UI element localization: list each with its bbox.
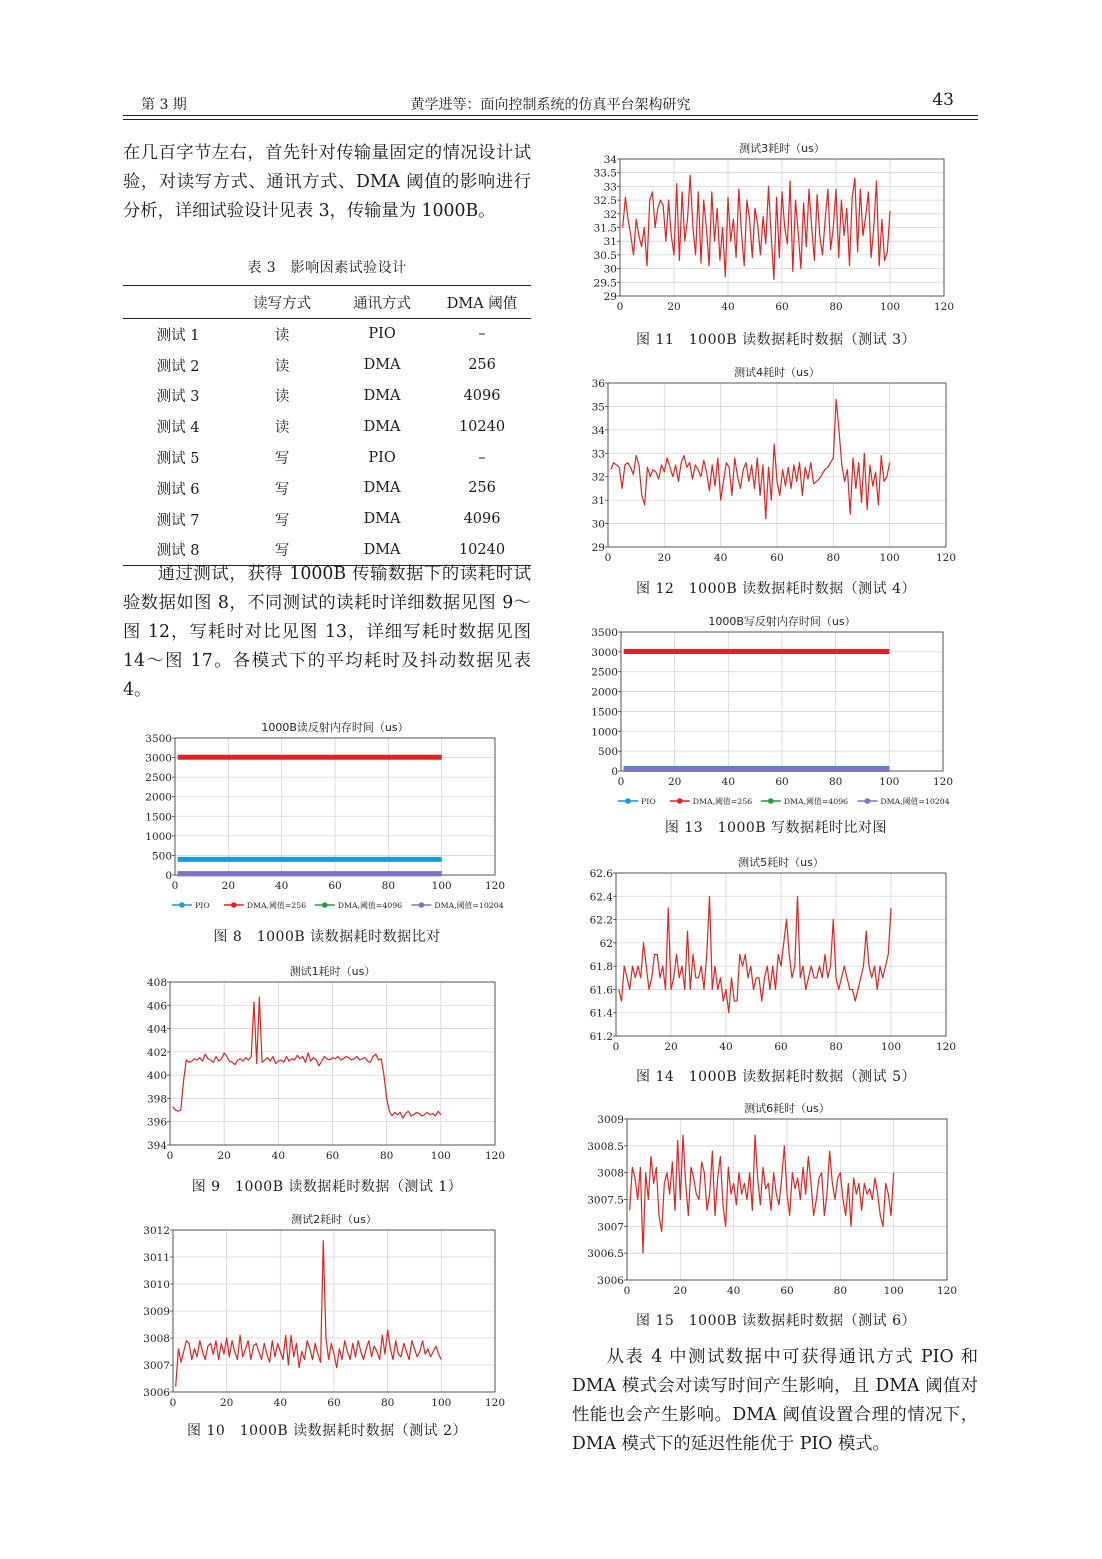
x-tick-label: 20 bbox=[217, 1150, 231, 1162]
legend-item bbox=[411, 900, 503, 910]
figure-11-caption: 图 11 1000B 读数据耗时数据（测试 3） bbox=[636, 332, 916, 348]
y-tick-label: 3500 bbox=[591, 627, 618, 639]
legend-label: DMA,阈值=256 bbox=[246, 901, 307, 910]
table3 bbox=[123, 285, 531, 566]
table-cell: 测试 2 bbox=[156, 358, 200, 375]
x-tick-label: 80 bbox=[829, 1041, 843, 1053]
y-tick-label: 36 bbox=[591, 378, 605, 390]
chart-svg bbox=[572, 612, 980, 812]
series-line bbox=[630, 1135, 894, 1253]
table-cell: 读 bbox=[274, 358, 290, 375]
y-tick-label: 1500 bbox=[145, 811, 172, 824]
legend-swatch-marker bbox=[865, 798, 871, 804]
table-cell: DMA bbox=[363, 480, 401, 497]
legend-label: PIO bbox=[641, 797, 656, 806]
y-tick-label: 29.5 bbox=[593, 277, 617, 290]
figure-14-chart bbox=[572, 851, 980, 1056]
legend-item bbox=[172, 901, 210, 910]
table-cell: 测试 8 bbox=[123, 535, 233, 566]
chart-svg bbox=[572, 363, 980, 568]
table-row bbox=[123, 350, 531, 381]
y-tick-label: 34 bbox=[603, 154, 617, 166]
table-header-cell: 读写方式 bbox=[233, 286, 331, 319]
header-rule-thin bbox=[123, 119, 978, 120]
x-tick-label: 60 bbox=[325, 1150, 340, 1162]
table-row bbox=[123, 442, 531, 473]
legend-swatch-marker bbox=[768, 798, 774, 804]
chart-title: 测试4耗时（us） bbox=[734, 366, 820, 379]
issue-label: 第 3 期 bbox=[141, 97, 187, 113]
y-tick-label: 29 bbox=[603, 291, 617, 303]
table-cell: 读 bbox=[274, 420, 290, 437]
x-tick-label: 80 bbox=[381, 880, 396, 892]
y-tick-label: 3011 bbox=[143, 1252, 170, 1264]
x-tick-label: 100 bbox=[883, 1285, 904, 1297]
x-tick-label: 60 bbox=[774, 1041, 788, 1053]
x-tick-label: 0 bbox=[604, 552, 612, 564]
running-header bbox=[123, 92, 978, 114]
x-tick-label: 40 bbox=[726, 1285, 741, 1297]
chart-svg bbox=[572, 851, 980, 1056]
table-cell: 读 bbox=[274, 327, 290, 344]
y-tick-label: 402 bbox=[146, 1046, 167, 1059]
chart-title: 测试1耗时（us） bbox=[289, 965, 376, 978]
table-cell: 10240 bbox=[458, 418, 506, 435]
table-cell: DMA bbox=[363, 511, 401, 528]
x-tick-label: 100 bbox=[879, 552, 900, 564]
legend-label: DMA,阈值=4096 bbox=[783, 797, 849, 806]
chart-title: 测试3耗时（us） bbox=[739, 142, 825, 155]
y-tick-label: 62.6 bbox=[589, 868, 613, 880]
header-title: 黄学进等：面向控制系统的仿真平台架构研究 bbox=[410, 97, 691, 113]
x-tick-label: 120 bbox=[936, 1285, 958, 1297]
x-tick-label: 80 bbox=[379, 1150, 394, 1162]
legend-item bbox=[315, 900, 402, 910]
y-tick-label: 1000 bbox=[591, 726, 618, 739]
x-tick-label: 80 bbox=[833, 1285, 848, 1297]
x-tick-label: 40 bbox=[713, 552, 728, 564]
x-tick-label: 0 bbox=[169, 1397, 177, 1409]
x-tick-label: 100 bbox=[879, 301, 901, 313]
y-tick-label: 33 bbox=[603, 181, 617, 194]
table-cell: 测试 1 bbox=[156, 327, 200, 344]
y-tick-label: 3010 bbox=[143, 1279, 170, 1291]
x-tick-label: 20 bbox=[667, 776, 682, 788]
y-tick-label: 2000 bbox=[591, 686, 618, 699]
legend-swatch-marker bbox=[625, 798, 631, 804]
figure-12-caption: 图 12 1000B 读数据耗时数据（测试 4） bbox=[636, 581, 916, 597]
table-cell: 测试 4 bbox=[156, 420, 200, 437]
intro-paragraph: 在几百字节左右，首先针对传输量固定的情况设计试验，对读写方式、通讯方式、DMA 阈值的影响进行分析，详细试验设计见表 3，传输量为 1000B。 bbox=[123, 143, 531, 221]
table-cell: PIO bbox=[368, 326, 396, 343]
y-tick-label: 408 bbox=[146, 977, 167, 989]
legend-swatch-marker bbox=[677, 798, 683, 804]
y-tick-label: 3008 bbox=[143, 1333, 170, 1345]
y-tick-label: 3007 bbox=[597, 1221, 624, 1234]
figure-15-chart bbox=[572, 1100, 980, 1300]
x-tick-label: 80 bbox=[828, 776, 843, 788]
chart-title: 1000B写反射内存时间（us） bbox=[708, 615, 856, 628]
x-tick-label: 40 bbox=[273, 1397, 288, 1409]
series-line bbox=[611, 399, 890, 518]
x-tick-label: 40 bbox=[719, 1041, 733, 1053]
y-tick-label: 61.6 bbox=[589, 984, 613, 997]
y-tick-label: 0 bbox=[611, 766, 618, 778]
figure-8-caption: 图 8 1000B 读数据耗时数据比对 bbox=[213, 929, 441, 945]
table-cell: 读 bbox=[274, 389, 290, 406]
table-cell: DMA bbox=[363, 357, 401, 374]
x-tick-label: 120 bbox=[484, 880, 506, 892]
y-tick-label: 61.2 bbox=[589, 1031, 613, 1043]
x-tick-label: 100 bbox=[430, 1150, 451, 1162]
legend-label: DMA,阈值=10204 bbox=[880, 797, 950, 806]
table-row bbox=[123, 411, 531, 442]
y-tick-label: 3000 bbox=[591, 646, 618, 659]
y-tick-label: 31 bbox=[603, 236, 617, 249]
table-cell: 测试 5 bbox=[156, 451, 200, 468]
chart-svg bbox=[572, 1100, 980, 1300]
y-tick-label: 62 bbox=[599, 937, 613, 950]
conclusion-paragraph: 从表 4 中测试数据中可获得通讯方式 PIO 和 DMA 模式会对读写时间产生影响，且 DMA 阈值对性能也会产生影响。DMA 阈值设置合理的情况下，DMA 模式下的延迟性能优于 PIO 模式。 bbox=[572, 1347, 978, 1454]
table-cell: 测试 7 bbox=[156, 512, 200, 529]
x-tick-label: 0 bbox=[166, 1150, 174, 1162]
chart-svg bbox=[123, 716, 531, 931]
y-tick-label: 61.4 bbox=[589, 1007, 613, 1020]
figure-10-chart bbox=[123, 1210, 531, 1410]
y-tick-label: 0 bbox=[165, 870, 172, 882]
legend-label: PIO bbox=[195, 901, 210, 910]
y-tick-label: 3006.5 bbox=[587, 1248, 624, 1261]
table-header-cell: DMA 阈值 bbox=[433, 286, 531, 319]
y-tick-label: 400 bbox=[146, 1070, 167, 1083]
legend-label: DMA,阈值=10204 bbox=[434, 901, 504, 910]
y-tick-label: 3007.5 bbox=[587, 1194, 624, 1207]
chart-svg bbox=[123, 960, 531, 1160]
y-tick-label: 1500 bbox=[591, 706, 618, 719]
x-tick-label: 60 bbox=[327, 1397, 341, 1409]
x-tick-label: 120 bbox=[935, 1041, 957, 1053]
x-tick-label: 120 bbox=[484, 1397, 506, 1409]
x-tick-label: 100 bbox=[879, 776, 900, 788]
chart-title: 测试2耗时（us） bbox=[291, 1213, 377, 1226]
x-tick-label: 0 bbox=[623, 1285, 631, 1297]
y-tick-label: 3006 bbox=[143, 1387, 170, 1399]
x-tick-label: 0 bbox=[616, 301, 624, 313]
legend-swatch-marker bbox=[231, 902, 237, 908]
chart-title: 测试6耗时（us） bbox=[744, 1102, 830, 1115]
y-tick-label: 500 bbox=[151, 850, 172, 863]
y-tick-label: 3007 bbox=[143, 1360, 170, 1372]
chart-title: 测试5耗时（us） bbox=[738, 856, 824, 869]
table-cell: 测试 3 bbox=[156, 389, 200, 406]
table-cell: – bbox=[478, 449, 486, 466]
table-header-row bbox=[123, 286, 531, 319]
y-tick-label: 2500 bbox=[591, 666, 618, 679]
x-tick-label: 120 bbox=[935, 552, 957, 564]
x-tick-label: 60 bbox=[775, 301, 789, 313]
table-cell: 10240 bbox=[433, 535, 531, 566]
y-tick-label: 500 bbox=[597, 746, 618, 759]
x-tick-label: 0 bbox=[617, 776, 625, 788]
y-tick-label: 394 bbox=[146, 1140, 167, 1152]
y-tick-label: 33.5 bbox=[593, 167, 617, 180]
x-tick-label: 120 bbox=[933, 301, 955, 313]
table-cell: 测试 6 bbox=[156, 481, 200, 498]
y-tick-label: 406 bbox=[146, 1000, 167, 1013]
table-cell: 4096 bbox=[463, 511, 501, 528]
legend-label: DMA,阈值=4096 bbox=[337, 901, 403, 910]
x-tick-label: 0 bbox=[612, 1041, 620, 1053]
legend-item bbox=[761, 796, 848, 806]
x-tick-label: 0 bbox=[171, 880, 179, 892]
x-tick-label: 80 bbox=[829, 301, 843, 313]
table-cell: DMA bbox=[363, 418, 401, 435]
legend-item bbox=[670, 796, 752, 806]
figure-15-caption: 图 15 1000B 读数据耗时数据（测试 6） bbox=[636, 1313, 916, 1329]
legend-swatch-marker bbox=[322, 902, 328, 908]
y-tick-label: 32 bbox=[603, 208, 617, 221]
chart-title: 1000B读反射内存时间（us） bbox=[261, 721, 409, 734]
table-cell: DMA bbox=[331, 535, 433, 566]
table-cell: 写 bbox=[274, 481, 290, 498]
y-tick-label: 62.4 bbox=[589, 891, 613, 904]
x-tick-label: 100 bbox=[880, 1041, 902, 1053]
y-tick-label: 31.5 bbox=[593, 222, 617, 235]
x-tick-label: 100 bbox=[431, 880, 452, 892]
y-tick-label: 3009 bbox=[143, 1306, 170, 1318]
y-tick-label: 3008.5 bbox=[587, 1140, 624, 1153]
x-tick-label: 20 bbox=[673, 1285, 688, 1297]
table-row bbox=[123, 504, 531, 535]
y-tick-label: 32 bbox=[591, 471, 605, 484]
x-tick-label: 60 bbox=[775, 776, 789, 788]
y-tick-label: 3008 bbox=[597, 1167, 624, 1180]
legend-item bbox=[224, 900, 306, 910]
table-header-cell bbox=[123, 286, 233, 319]
x-tick-label: 60 bbox=[770, 552, 784, 564]
y-tick-label: 34 bbox=[591, 424, 605, 437]
legend-item bbox=[857, 796, 949, 806]
y-tick-label: 1000 bbox=[145, 830, 172, 843]
figure-14-caption: 图 14 1000B 读数据耗时数据（测试 5） bbox=[636, 1069, 916, 1085]
y-tick-label: 396 bbox=[146, 1116, 167, 1129]
figure-10-caption: 图 10 1000B 读数据耗时数据（测试 2） bbox=[187, 1423, 467, 1439]
y-tick-label: 33 bbox=[591, 448, 605, 461]
figure-13-chart bbox=[572, 612, 980, 812]
x-tick-label: 20 bbox=[221, 880, 236, 892]
table-row bbox=[123, 381, 531, 412]
y-tick-label: 29 bbox=[591, 542, 605, 554]
table-cell: – bbox=[478, 326, 486, 343]
y-tick-label: 35 bbox=[591, 401, 605, 414]
table-cell: PIO bbox=[368, 449, 396, 466]
results-paragraph: 通过测试，获得 1000B 传输数据下的读耗时试验数据如图 8，不同测试的读耗时详细数据见图 9～图 12，写耗时对比见图 13，详细写耗时数据见图 14～图 17。各模式下的平均耗时及抖动数据见表 4。 bbox=[123, 564, 531, 700]
y-tick-label: 2500 bbox=[145, 772, 172, 785]
x-tick-label: 20 bbox=[219, 1397, 234, 1409]
y-tick-label: 404 bbox=[146, 1023, 167, 1036]
y-tick-label: 3009 bbox=[597, 1114, 624, 1126]
table-cell: 写 bbox=[274, 512, 290, 529]
y-tick-label: 30 bbox=[591, 518, 605, 531]
table-cell: 4096 bbox=[463, 387, 501, 404]
y-tick-label: 30.5 bbox=[593, 249, 617, 262]
y-tick-label: 62.2 bbox=[589, 914, 613, 927]
x-tick-label: 40 bbox=[274, 880, 289, 892]
y-tick-label: 3000 bbox=[145, 752, 172, 765]
x-tick-label: 40 bbox=[271, 1150, 286, 1162]
y-tick-label: 3012 bbox=[143, 1225, 170, 1237]
table-cell: 写 bbox=[274, 451, 290, 468]
table-cell: 256 bbox=[468, 357, 496, 374]
figure-12-chart bbox=[572, 363, 980, 568]
table-row bbox=[123, 473, 531, 504]
figure-11-chart bbox=[572, 140, 980, 320]
table-cell: 写 bbox=[233, 535, 331, 566]
chart-svg bbox=[123, 1210, 531, 1410]
legend-label: DMA,阈值=256 bbox=[692, 797, 753, 806]
x-tick-label: 20 bbox=[664, 1041, 678, 1053]
figure-8-chart bbox=[123, 716, 531, 931]
table3-body bbox=[123, 319, 531, 566]
table-cell: DMA bbox=[363, 387, 401, 404]
series-line bbox=[619, 896, 891, 1012]
y-tick-label: 32.5 bbox=[593, 195, 617, 208]
y-tick-label: 31 bbox=[591, 495, 605, 508]
table-row bbox=[123, 319, 531, 350]
x-tick-label: 80 bbox=[380, 1397, 395, 1409]
y-tick-label: 30 bbox=[603, 263, 617, 276]
page-number: 43 bbox=[932, 90, 954, 110]
legend-swatch-marker bbox=[419, 902, 425, 908]
y-tick-label: 2000 bbox=[145, 791, 172, 804]
x-tick-label: 100 bbox=[431, 1397, 452, 1409]
figure-13-caption: 图 13 1000B 写数据耗时比对图 bbox=[664, 820, 888, 836]
x-tick-label: 60 bbox=[328, 880, 342, 892]
x-tick-label: 40 bbox=[721, 776, 736, 788]
y-tick-label: 61.8 bbox=[589, 961, 613, 974]
table-header-cell: 通讯方式 bbox=[331, 286, 433, 319]
x-tick-label: 120 bbox=[484, 1150, 506, 1162]
x-tick-label: 40 bbox=[721, 301, 735, 313]
x-tick-label: 20 bbox=[667, 301, 681, 313]
x-tick-label: 60 bbox=[780, 1285, 794, 1297]
table3-caption: 表 3 影响因素试验设计 bbox=[247, 260, 407, 276]
x-tick-label: 120 bbox=[932, 776, 954, 788]
table-cell: 256 bbox=[468, 480, 496, 497]
series-line bbox=[173, 997, 441, 1118]
figure-9-caption: 图 9 1000B 读数据耗时数据（测试 1） bbox=[191, 1179, 463, 1195]
x-tick-label: 80 bbox=[826, 552, 841, 564]
y-tick-label: 3500 bbox=[145, 733, 172, 745]
x-tick-label: 20 bbox=[657, 552, 672, 564]
y-tick-label: 398 bbox=[146, 1093, 167, 1106]
chart-svg bbox=[572, 140, 980, 320]
legend-item bbox=[618, 797, 656, 806]
y-tick-label: 3006 bbox=[597, 1275, 624, 1287]
header-rule-thick bbox=[123, 115, 978, 116]
legend-swatch-marker bbox=[179, 902, 185, 908]
figure-9-chart bbox=[123, 960, 531, 1160]
